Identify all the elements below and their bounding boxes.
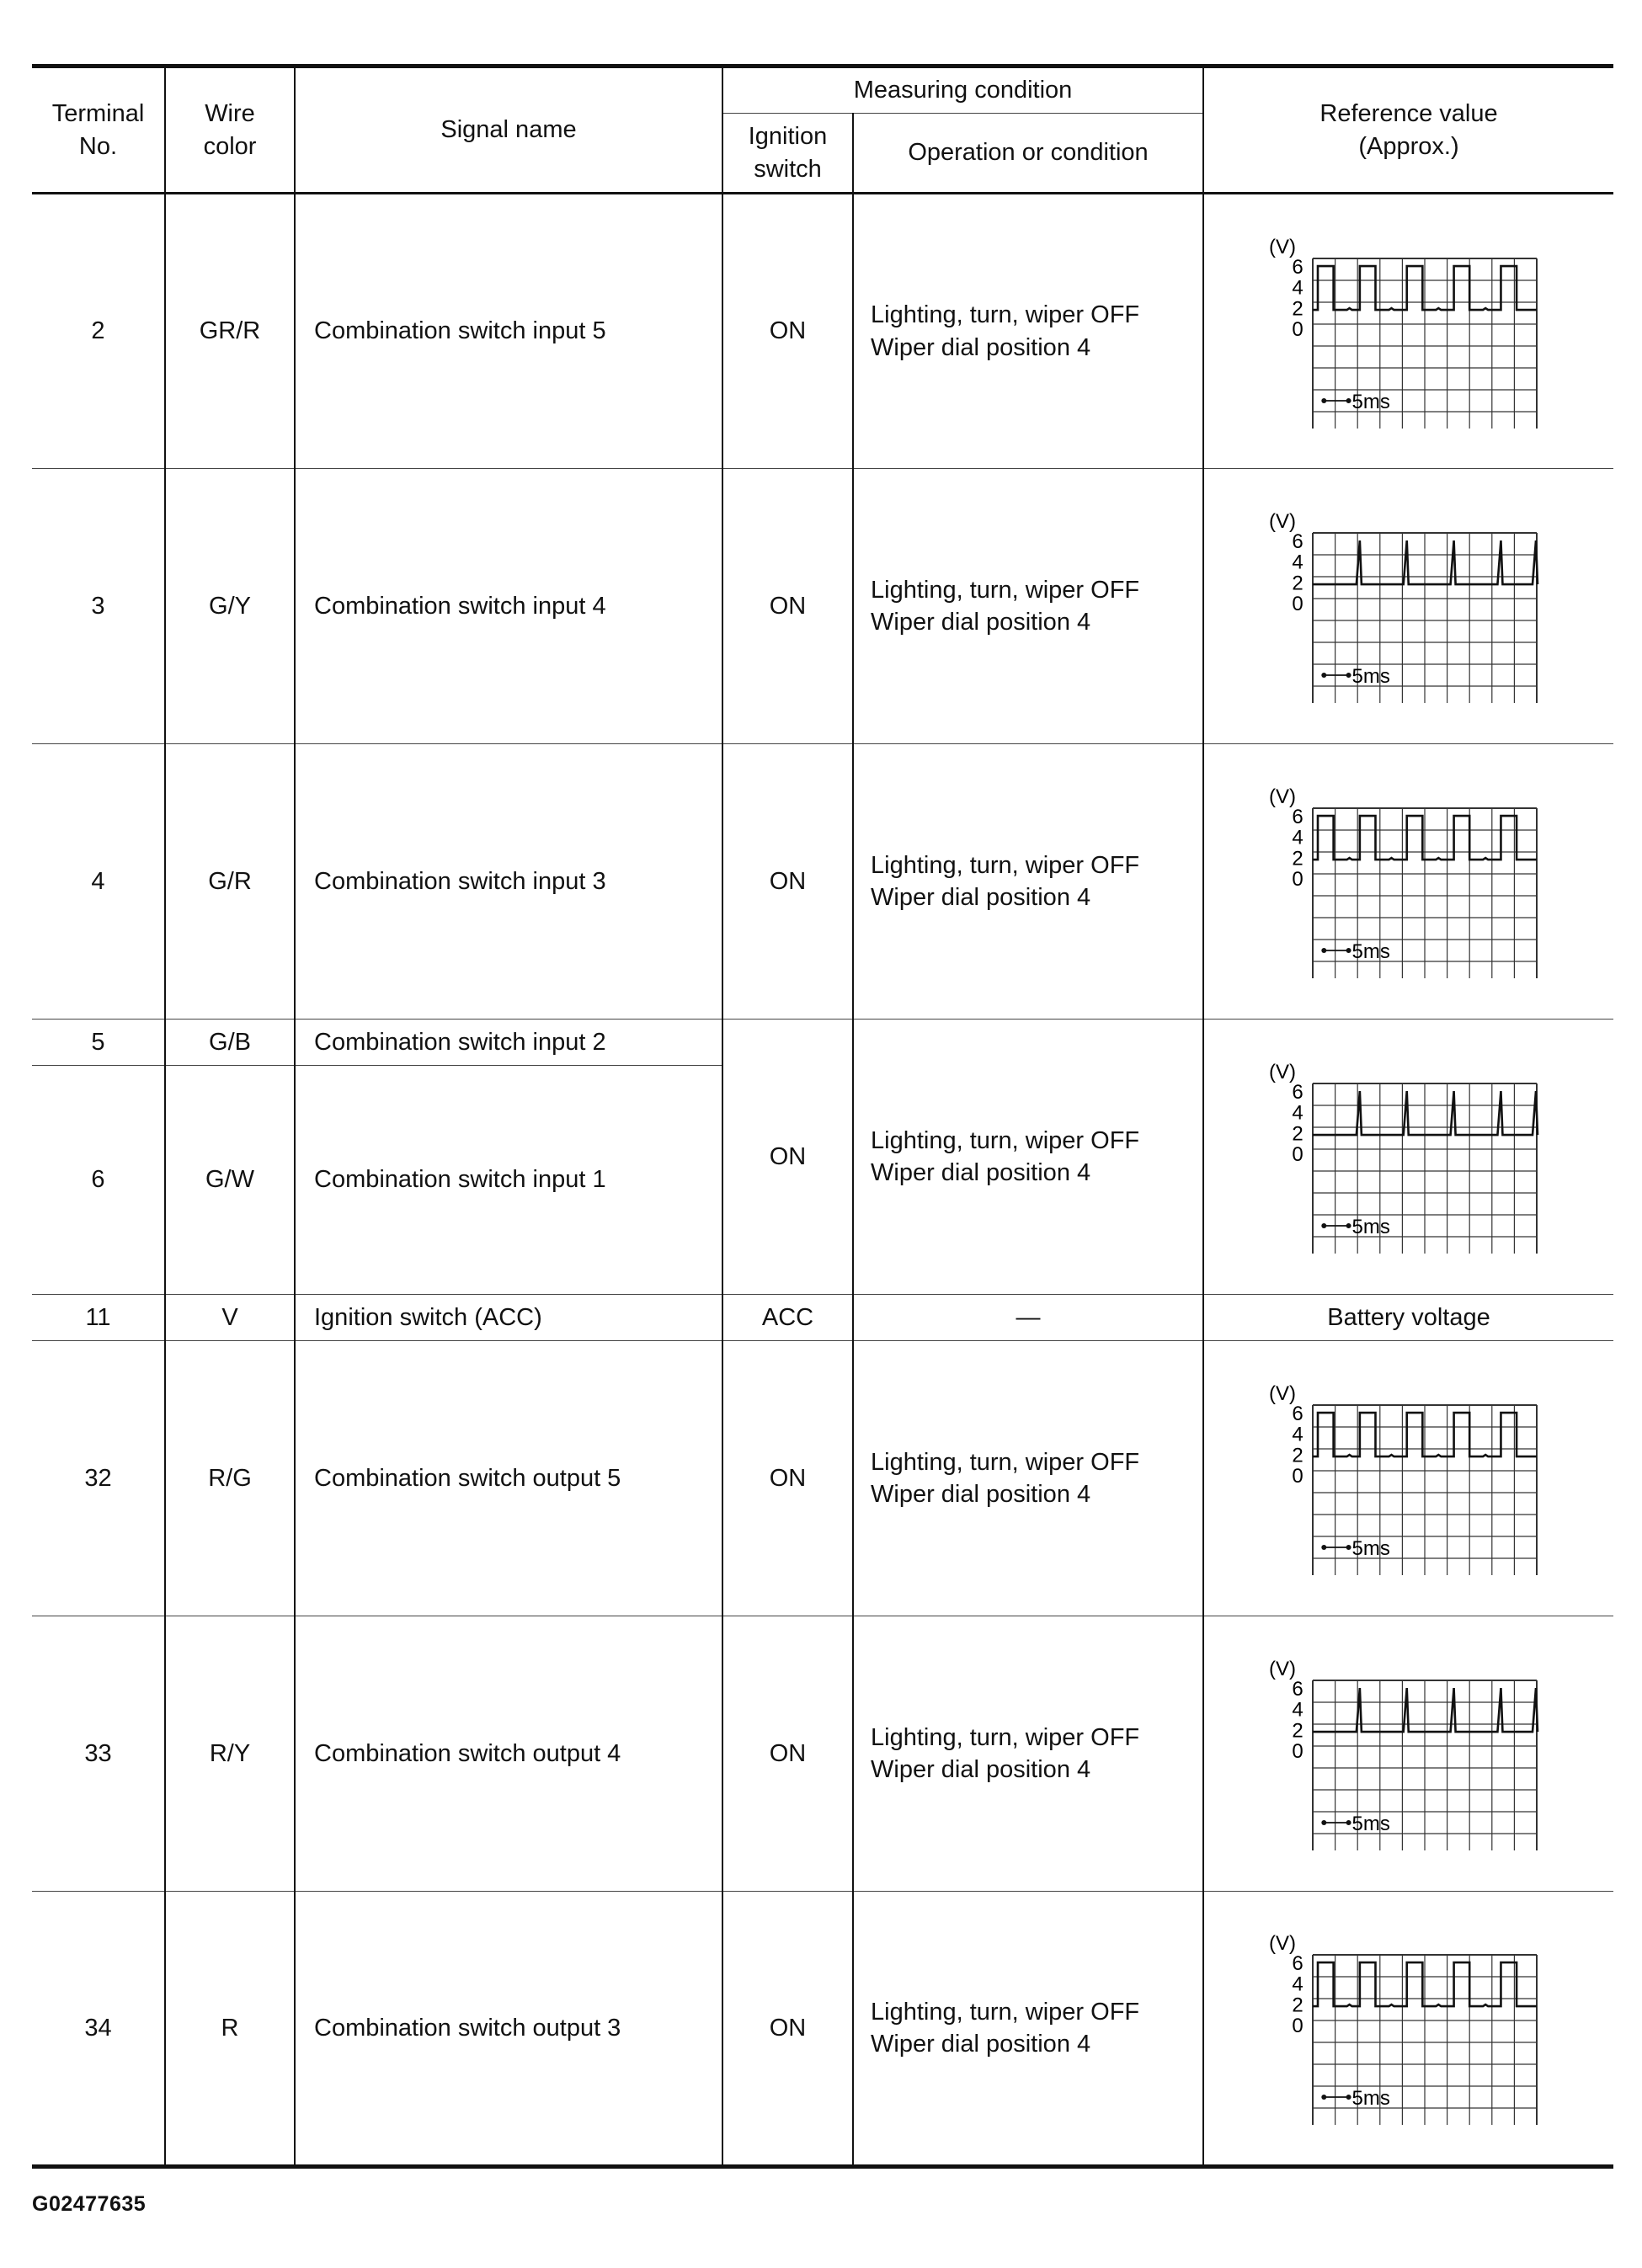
ignition-switch: ON <box>722 194 853 469</box>
terminal-no: 6 <box>32 1066 165 1295</box>
wire-color: V <box>165 1295 295 1341</box>
scope-timebase <box>1321 1545 1351 1550</box>
reference-waveform <box>1203 469 1613 744</box>
scope-timebase-label: 5ms <box>1351 1216 1390 1238</box>
oscilloscope-waveform <box>1266 1060 1552 1254</box>
scope-timebase-label: 5ms <box>1351 1813 1390 1835</box>
scope-tick-label: 0 <box>1292 868 1303 892</box>
ignition-switch: ON <box>722 1616 853 1892</box>
header-ignition-switch: Ignition switch <box>722 114 853 194</box>
reference-waveform <box>1203 1341 1613 1616</box>
ignition-switch: ON <box>722 1341 853 1616</box>
operation-condition: Lighting, turn, wiper OFF Wiper dial position 4 <box>853 1616 1203 1892</box>
header-signal-name: Signal name <box>295 67 722 194</box>
table-row <box>32 1616 1613 1892</box>
reference-waveform <box>1203 744 1613 1020</box>
wire-color: G/Y <box>165 469 295 744</box>
table-row <box>32 469 1613 744</box>
reference-waveform <box>1203 194 1613 469</box>
signal-name: Ignition switch (ACC) <box>295 1295 722 1341</box>
signal-name: Combination switch input 4 <box>295 469 722 744</box>
scope-tick-label: 2 <box>1292 1122 1303 1146</box>
oscilloscope-waveform <box>1266 235 1552 429</box>
reference-waveform <box>1203 1020 1613 1295</box>
operation-condition: — <box>853 1295 1203 1341</box>
header-operation-condition: Operation or condition <box>853 114 1203 194</box>
table-row <box>32 1295 1613 1341</box>
scope-unit-label: (V) <box>1269 235 1297 258</box>
header-measuring-condition: Measuring condition <box>722 67 1203 114</box>
scope-tick-label: 0 <box>1292 2015 1303 2038</box>
scope-grid <box>1313 1680 1537 1850</box>
scope-unit-label: (V) <box>1269 1658 1297 1680</box>
operation-condition: Lighting, turn, wiper OFF Wiper dial position 4 <box>853 194 1203 469</box>
wire-color: R <box>165 1892 295 2167</box>
reference-waveform <box>1203 1616 1613 1892</box>
scope-tick-label: 4 <box>1292 826 1303 849</box>
terminal-no: 34 <box>32 1892 165 2167</box>
signal-name: Combination switch output 4 <box>295 1616 722 1892</box>
scope-tick-label: 6 <box>1292 806 1303 828</box>
scope-grid <box>1313 258 1537 429</box>
scope-tick-label: 4 <box>1292 1698 1303 1722</box>
wire-color: R/Y <box>165 1616 295 1892</box>
terminal-no: 3 <box>32 469 165 744</box>
scope-unit-label: (V) <box>1269 1932 1297 1955</box>
wire-color: G/R <box>165 744 295 1020</box>
scope-unit-label: (V) <box>1269 1382 1297 1405</box>
scope-tick-label: 0 <box>1292 593 1303 616</box>
scope-timebase-label: 5ms <box>1351 940 1390 963</box>
wire-color: G/W <box>165 1066 295 1295</box>
scope-tick-label: 0 <box>1292 1143 1303 1167</box>
scope-grid <box>1313 1405 1537 1575</box>
scope-tick-label: 0 <box>1292 1465 1303 1488</box>
signal-name: Combination switch output 5 <box>295 1341 722 1616</box>
reference-waveform <box>1203 1892 1613 2167</box>
terminal-no: 4 <box>32 744 165 1020</box>
scope-grid <box>1313 1955 1537 2125</box>
signal-name: Combination switch input 2 <box>295 1020 722 1066</box>
scope-tick-label: 2 <box>1292 1444 1303 1467</box>
header-wire-color: Wire color <box>165 67 295 194</box>
scope-unit-label: (V) <box>1269 1061 1297 1083</box>
scope-tick-label: 6 <box>1292 1403 1303 1425</box>
oscilloscope-waveform <box>1266 509 1552 703</box>
scope-tick-label: 0 <box>1292 317 1303 341</box>
oscilloscope-waveform <box>1266 1382 1552 1575</box>
terminal-no: 5 <box>32 1020 165 1066</box>
figure-code: G02477635 <box>32 2192 147 2216</box>
terminal-no: 32 <box>32 1341 165 1616</box>
scope-tick-label: 4 <box>1292 1423 1303 1446</box>
wire-color: GR/R <box>165 194 295 469</box>
scope-tick-label: 6 <box>1292 1952 1303 1975</box>
terminal-no: 2 <box>32 194 165 469</box>
operation-condition: Lighting, turn, wiper OFF Wiper dial position 4 <box>853 1020 1203 1295</box>
table-row <box>32 744 1613 1020</box>
scope-grid <box>1313 533 1537 703</box>
scope-tick-label: 4 <box>1292 1101 1303 1125</box>
scope-tick-label: 2 <box>1292 1994 1303 2017</box>
header-reference-value: Reference value (Approx.) <box>1203 67 1613 194</box>
scope-unit-label: (V) <box>1269 510 1297 533</box>
scope-timebase <box>1321 673 1351 678</box>
scope-tick-label: 0 <box>1292 1740 1303 1764</box>
scope-timebase <box>1321 1223 1351 1228</box>
scope-tick-label: 4 <box>1292 551 1303 574</box>
ignition-switch: ACC <box>722 1295 853 1341</box>
scope-tick-label: 6 <box>1292 530 1303 553</box>
scope-timebase <box>1321 2095 1351 2100</box>
oscilloscope-waveform <box>1266 785 1552 978</box>
header-terminal-no: Terminal No. <box>32 67 165 194</box>
scope-grid <box>1313 1083 1537 1254</box>
scope-tick-label: 6 <box>1292 1678 1303 1701</box>
operation-condition: Lighting, turn, wiper OFF Wiper dial position 4 <box>853 1892 1203 2167</box>
table-row <box>32 194 1613 469</box>
scope-unit-label: (V) <box>1269 785 1297 808</box>
signal-name: Combination switch input 5 <box>295 194 722 469</box>
signal-name: Combination switch output 3 <box>295 1892 722 2167</box>
scope-tick-label: 2 <box>1292 1719 1303 1743</box>
ignition-switch: ON <box>722 1892 853 2167</box>
scope-timebase <box>1321 948 1351 953</box>
scope-grid <box>1313 808 1537 978</box>
scope-timebase-label: 5ms <box>1351 390 1390 413</box>
signal-name: Combination switch input 1 <box>295 1066 722 1295</box>
table-row <box>32 1020 1613 1066</box>
scope-tick-label: 6 <box>1292 255 1303 279</box>
wire-color: G/B <box>165 1020 295 1066</box>
scope-tick-label: 4 <box>1292 276 1303 300</box>
scope-timebase <box>1321 1820 1351 1825</box>
scope-tick-label: 2 <box>1292 296 1303 320</box>
table-row <box>32 1341 1613 1616</box>
operation-condition: Lighting, turn, wiper OFF Wiper dial position 4 <box>853 744 1203 1020</box>
ignition-switch: ON <box>722 469 853 744</box>
wire-color: R/G <box>165 1341 295 1616</box>
scope-tick-label: 6 <box>1292 1081 1303 1104</box>
scope-timebase-label: 5ms <box>1351 665 1390 688</box>
scope-timebase-label: 5ms <box>1351 1537 1390 1560</box>
ignition-switch: ON <box>722 1020 853 1295</box>
operation-condition: Lighting, turn, wiper OFF Wiper dial position 4 <box>853 1341 1203 1616</box>
reference-value: Battery voltage <box>1203 1295 1613 1341</box>
scope-timebase-label: 5ms <box>1351 2087 1390 2110</box>
scope-tick-label: 2 <box>1292 847 1303 870</box>
scope-timebase <box>1321 398 1351 403</box>
terminal-no: 11 <box>32 1295 165 1341</box>
table-row <box>32 1892 1613 2167</box>
oscilloscope-waveform <box>1266 1657 1552 1850</box>
operation-condition: Lighting, turn, wiper OFF Wiper dial position 4 <box>853 469 1203 744</box>
terminal-no: 33 <box>32 1616 165 1892</box>
oscilloscope-waveform <box>1266 1931 1552 2125</box>
scope-tick-label: 2 <box>1292 572 1303 595</box>
scope-tick-label: 4 <box>1292 1973 1303 1996</box>
ignition-switch: ON <box>722 744 853 1020</box>
terminal-reference-table <box>32 64 1613 2169</box>
signal-name: Combination switch input 3 <box>295 744 722 1020</box>
